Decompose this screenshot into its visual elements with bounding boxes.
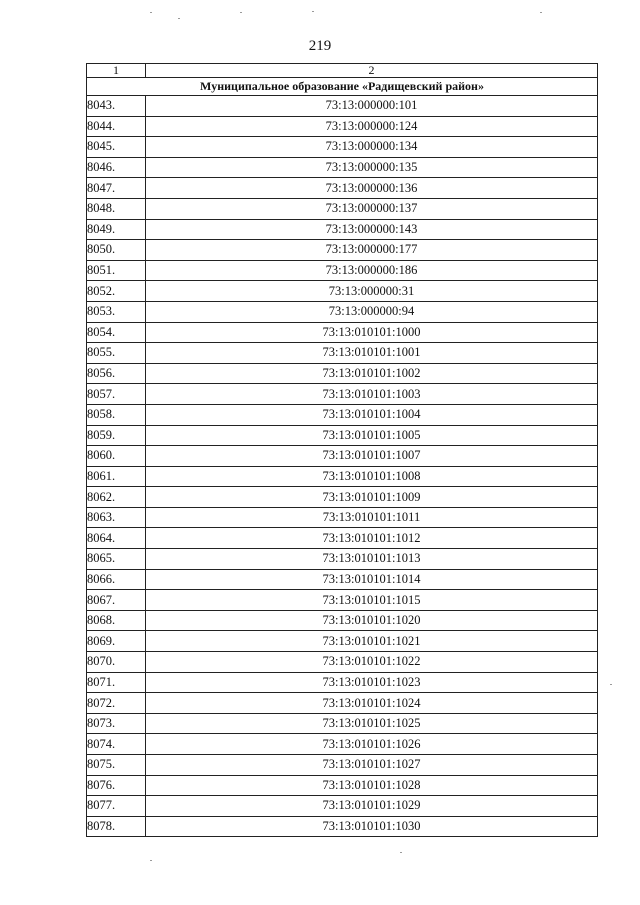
table-row bbox=[87, 384, 598, 405]
table-row bbox=[87, 713, 598, 734]
cadastral-number: 73:13:010101:1000 bbox=[146, 322, 598, 343]
row-number: 8056. bbox=[87, 363, 146, 384]
table-row bbox=[87, 796, 598, 817]
cadastral-number: 73:13:000000:135 bbox=[146, 157, 598, 178]
table-row bbox=[87, 322, 598, 343]
table-row bbox=[87, 363, 598, 384]
row-number: 8068. bbox=[87, 610, 146, 631]
table-row bbox=[87, 569, 598, 590]
table-row bbox=[87, 610, 598, 631]
table-row bbox=[87, 116, 598, 137]
table-row bbox=[87, 549, 598, 570]
column-header-2: 2 bbox=[146, 64, 598, 78]
row-number: 8063. bbox=[87, 507, 146, 528]
cadastral-number: 73:13:010101:1002 bbox=[146, 363, 598, 384]
cadastral-number: 73:13:000000:124 bbox=[146, 116, 598, 137]
row-number: 8076. bbox=[87, 775, 146, 796]
column-header-1: 1 bbox=[87, 64, 146, 78]
row-number: 8064. bbox=[87, 528, 146, 549]
cadastral-number: 73:13:010101:1026 bbox=[146, 734, 598, 755]
cadastral-number: 73:13:000000:136 bbox=[146, 178, 598, 199]
table-row bbox=[87, 672, 598, 693]
row-number: 8072. bbox=[87, 693, 146, 714]
row-number: 8069. bbox=[87, 631, 146, 652]
row-number: 8059. bbox=[87, 425, 146, 446]
table-row bbox=[87, 178, 598, 199]
cadastral-number: 73:13:010101:1020 bbox=[146, 610, 598, 631]
cadastral-number: 73:13:010101:1003 bbox=[146, 384, 598, 405]
cadastral-number: 73:13:010101:1013 bbox=[146, 549, 598, 570]
cadastral-number: 73:13:010101:1024 bbox=[146, 693, 598, 714]
scan-speck bbox=[312, 11, 314, 12]
cadastral-number: 73:13:010101:1023 bbox=[146, 672, 598, 693]
cadastral-number: 73:13:000000:134 bbox=[146, 137, 598, 158]
row-number: 8061. bbox=[87, 466, 146, 487]
cadastral-number: 73:13:000000:94 bbox=[146, 301, 598, 322]
table-row bbox=[87, 260, 598, 281]
cadastral-number: 73:13:000000:143 bbox=[146, 219, 598, 240]
table-row bbox=[87, 137, 598, 158]
cadastral-number: 73:13:010101:1028 bbox=[146, 775, 598, 796]
table-row bbox=[87, 404, 598, 425]
table-row bbox=[87, 528, 598, 549]
row-number: 8045. bbox=[87, 137, 146, 158]
row-number: 8075. bbox=[87, 755, 146, 776]
cadastral-number: 73:13:010101:1012 bbox=[146, 528, 598, 549]
row-number: 8054. bbox=[87, 322, 146, 343]
cadastral-number: 73:13:010101:1004 bbox=[146, 404, 598, 425]
scan-speck bbox=[540, 12, 542, 13]
row-number: 8058. bbox=[87, 404, 146, 425]
table-row bbox=[87, 466, 598, 487]
section-title: Муниципальное образование «Радищевский район» bbox=[87, 78, 598, 96]
table-row bbox=[87, 219, 598, 240]
table-row bbox=[87, 775, 598, 796]
table-row bbox=[87, 425, 598, 446]
row-number: 8048. bbox=[87, 198, 146, 219]
page-number: 219 bbox=[308, 38, 332, 54]
row-number: 8050. bbox=[87, 240, 146, 261]
row-number: 8043. bbox=[87, 96, 146, 117]
row-number: 8070. bbox=[87, 652, 146, 673]
section-row bbox=[87, 78, 598, 96]
row-number: 8047. bbox=[87, 178, 146, 199]
row-number: 8044. bbox=[87, 116, 146, 137]
row-number: 8062. bbox=[87, 487, 146, 508]
row-number: 8049. bbox=[87, 219, 146, 240]
row-number: 8053. bbox=[87, 301, 146, 322]
cadastral-number: 73:13:010101:1022 bbox=[146, 652, 598, 673]
table-row bbox=[87, 240, 598, 261]
table-row bbox=[87, 755, 598, 776]
row-number: 8073. bbox=[87, 713, 146, 734]
table-row bbox=[87, 734, 598, 755]
cadastral-number: 73:13:010101:1001 bbox=[146, 343, 598, 364]
row-number: 8051. bbox=[87, 260, 146, 281]
table-row bbox=[87, 281, 598, 302]
table-row bbox=[87, 652, 598, 673]
cadastral-number: 73:13:010101:1011 bbox=[146, 507, 598, 528]
table-row bbox=[87, 157, 598, 178]
row-number: 8071. bbox=[87, 672, 146, 693]
table-row bbox=[87, 343, 598, 364]
cadastral-number: 73:13:010101:1015 bbox=[146, 590, 598, 611]
scan-speck bbox=[240, 12, 242, 13]
row-number: 8067. bbox=[87, 590, 146, 611]
cadastral-number: 73:13:000000:101 bbox=[146, 96, 598, 117]
cadastral-number: 73:13:000000:177 bbox=[146, 240, 598, 261]
cadastral-number: 73:13:010101:1009 bbox=[146, 487, 598, 508]
row-number: 8066. bbox=[87, 569, 146, 590]
table-row bbox=[87, 487, 598, 508]
column-header-row bbox=[87, 64, 598, 78]
table-row bbox=[87, 301, 598, 322]
row-number: 8065. bbox=[87, 549, 146, 570]
table-row bbox=[87, 590, 598, 611]
cadastral-number: 73:13:010101:1007 bbox=[146, 446, 598, 467]
cadastral-number: 73:13:010101:1008 bbox=[146, 466, 598, 487]
cadastral-number: 73:13:000000:186 bbox=[146, 260, 598, 281]
scan-speck bbox=[610, 684, 612, 685]
row-number: 8078. bbox=[87, 816, 146, 837]
table-body bbox=[87, 64, 598, 837]
row-number: 8052. bbox=[87, 281, 146, 302]
row-number: 8077. bbox=[87, 796, 146, 817]
table-row bbox=[87, 693, 598, 714]
cadastral-number: 73:13:000000:137 bbox=[146, 198, 598, 219]
cadastral-table bbox=[86, 63, 598, 837]
scan-speck bbox=[400, 852, 402, 853]
row-number: 8074. bbox=[87, 734, 146, 755]
table-row bbox=[87, 631, 598, 652]
row-number: 8046. bbox=[87, 157, 146, 178]
table-row bbox=[87, 507, 598, 528]
cadastral-number: 73:13:010101:1027 bbox=[146, 755, 598, 776]
cadastral-number: 73:13:010101:1014 bbox=[146, 569, 598, 590]
table-row bbox=[87, 816, 598, 837]
cadastral-number: 73:13:010101:1025 bbox=[146, 713, 598, 734]
scan-speck bbox=[178, 18, 180, 19]
row-number: 8057. bbox=[87, 384, 146, 405]
row-number: 8060. bbox=[87, 446, 146, 467]
cadastral-number: 73:13:010101:1030 bbox=[146, 816, 598, 837]
cadastral-number: 73:13:010101:1021 bbox=[146, 631, 598, 652]
table-row bbox=[87, 198, 598, 219]
cadastral-number: 73:13:000000:31 bbox=[146, 281, 598, 302]
cadastral-number: 73:13:010101:1005 bbox=[146, 425, 598, 446]
table-row bbox=[87, 96, 598, 117]
cadastral-number: 73:13:010101:1029 bbox=[146, 796, 598, 817]
row-number: 8055. bbox=[87, 343, 146, 364]
scan-speck bbox=[150, 860, 152, 861]
table-row bbox=[87, 446, 598, 467]
scan-speck bbox=[150, 12, 152, 13]
